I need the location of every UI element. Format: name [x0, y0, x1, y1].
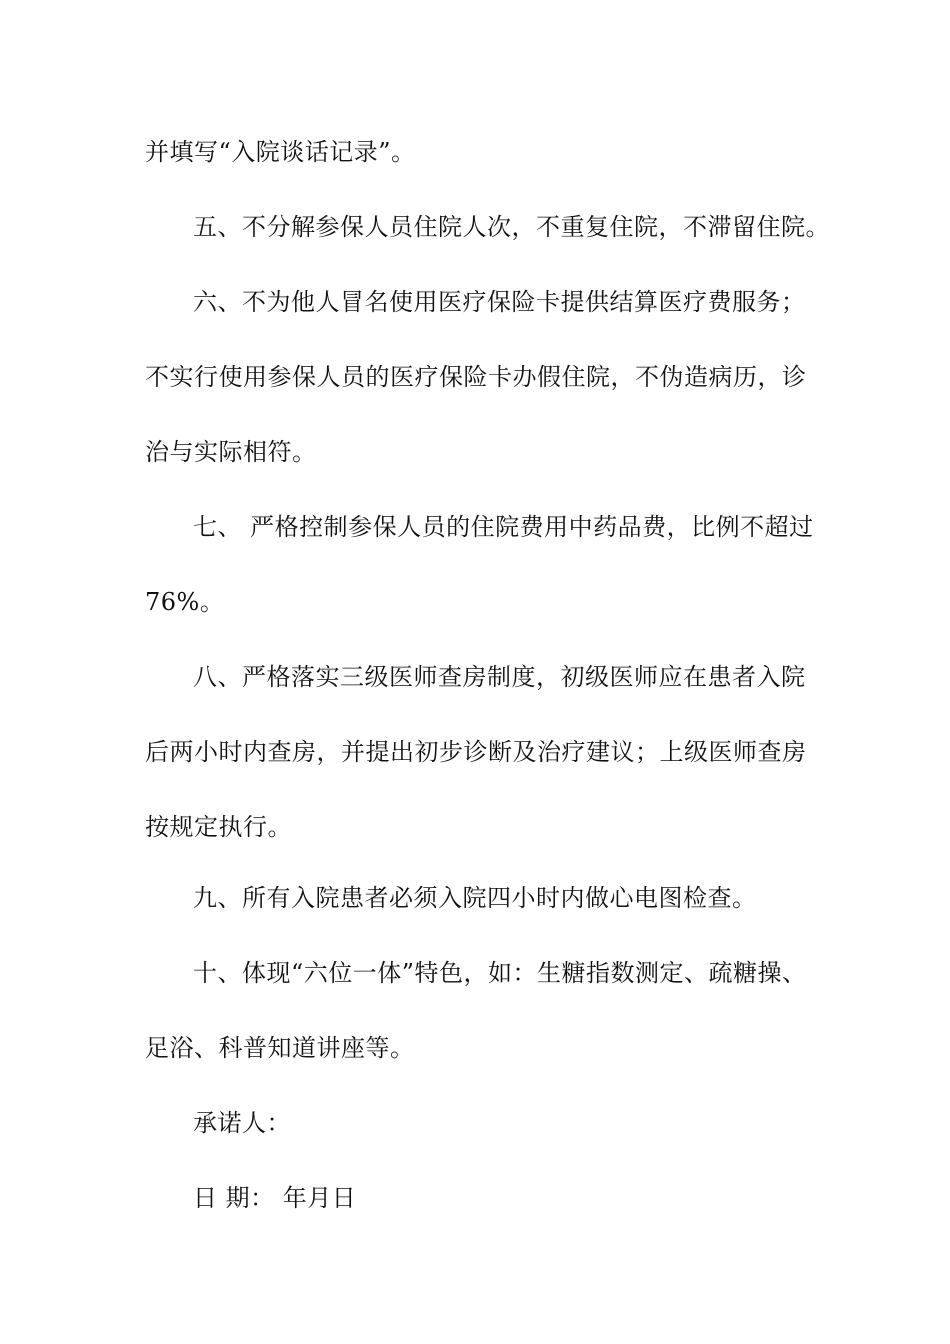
promiser-label: 承诺人： [193, 1109, 291, 1137]
paragraph-line: 并填写“入院谈话记录”。 [145, 138, 416, 166]
date-label: 日 期： 年月日 [193, 1184, 357, 1212]
clause-ten: 十、体现“六位一体”特色，如：生糖指数测定、疏糖操、 [193, 959, 807, 987]
paragraph-line: 后两小时内查房，并提出初步诊断及治疗建议；上级医师查房 [145, 738, 807, 766]
clause-six: 六、不为他人冒名使用医疗保险卡提供结算医疗费服务； [193, 288, 806, 316]
clause-five: 五、不分解参保人员住院人次，不重复住院，不滞留住院。 [193, 213, 830, 241]
paragraph-line: 按规定执行。 [145, 813, 292, 841]
clause-seven: 七、 严格控制参保人员的住院费用中药品费，比例不超过 [193, 513, 814, 541]
paragraph-line: 治与实际相符。 [145, 438, 317, 466]
paragraph-line: 足浴、科普知道讲座等。 [145, 1034, 415, 1062]
paragraph-line: 不实行使用参保人员的医疗保险卡办假住院，不伪造病历，诊 [145, 363, 807, 391]
clause-eight: 八、严格落实三级医师查房制度，初级医师应在患者入院 [193, 663, 806, 691]
clause-nine: 九、所有入院患者必须入院四小时内做心电图检查。 [193, 884, 757, 912]
paragraph-line: 76%。 [145, 588, 225, 616]
